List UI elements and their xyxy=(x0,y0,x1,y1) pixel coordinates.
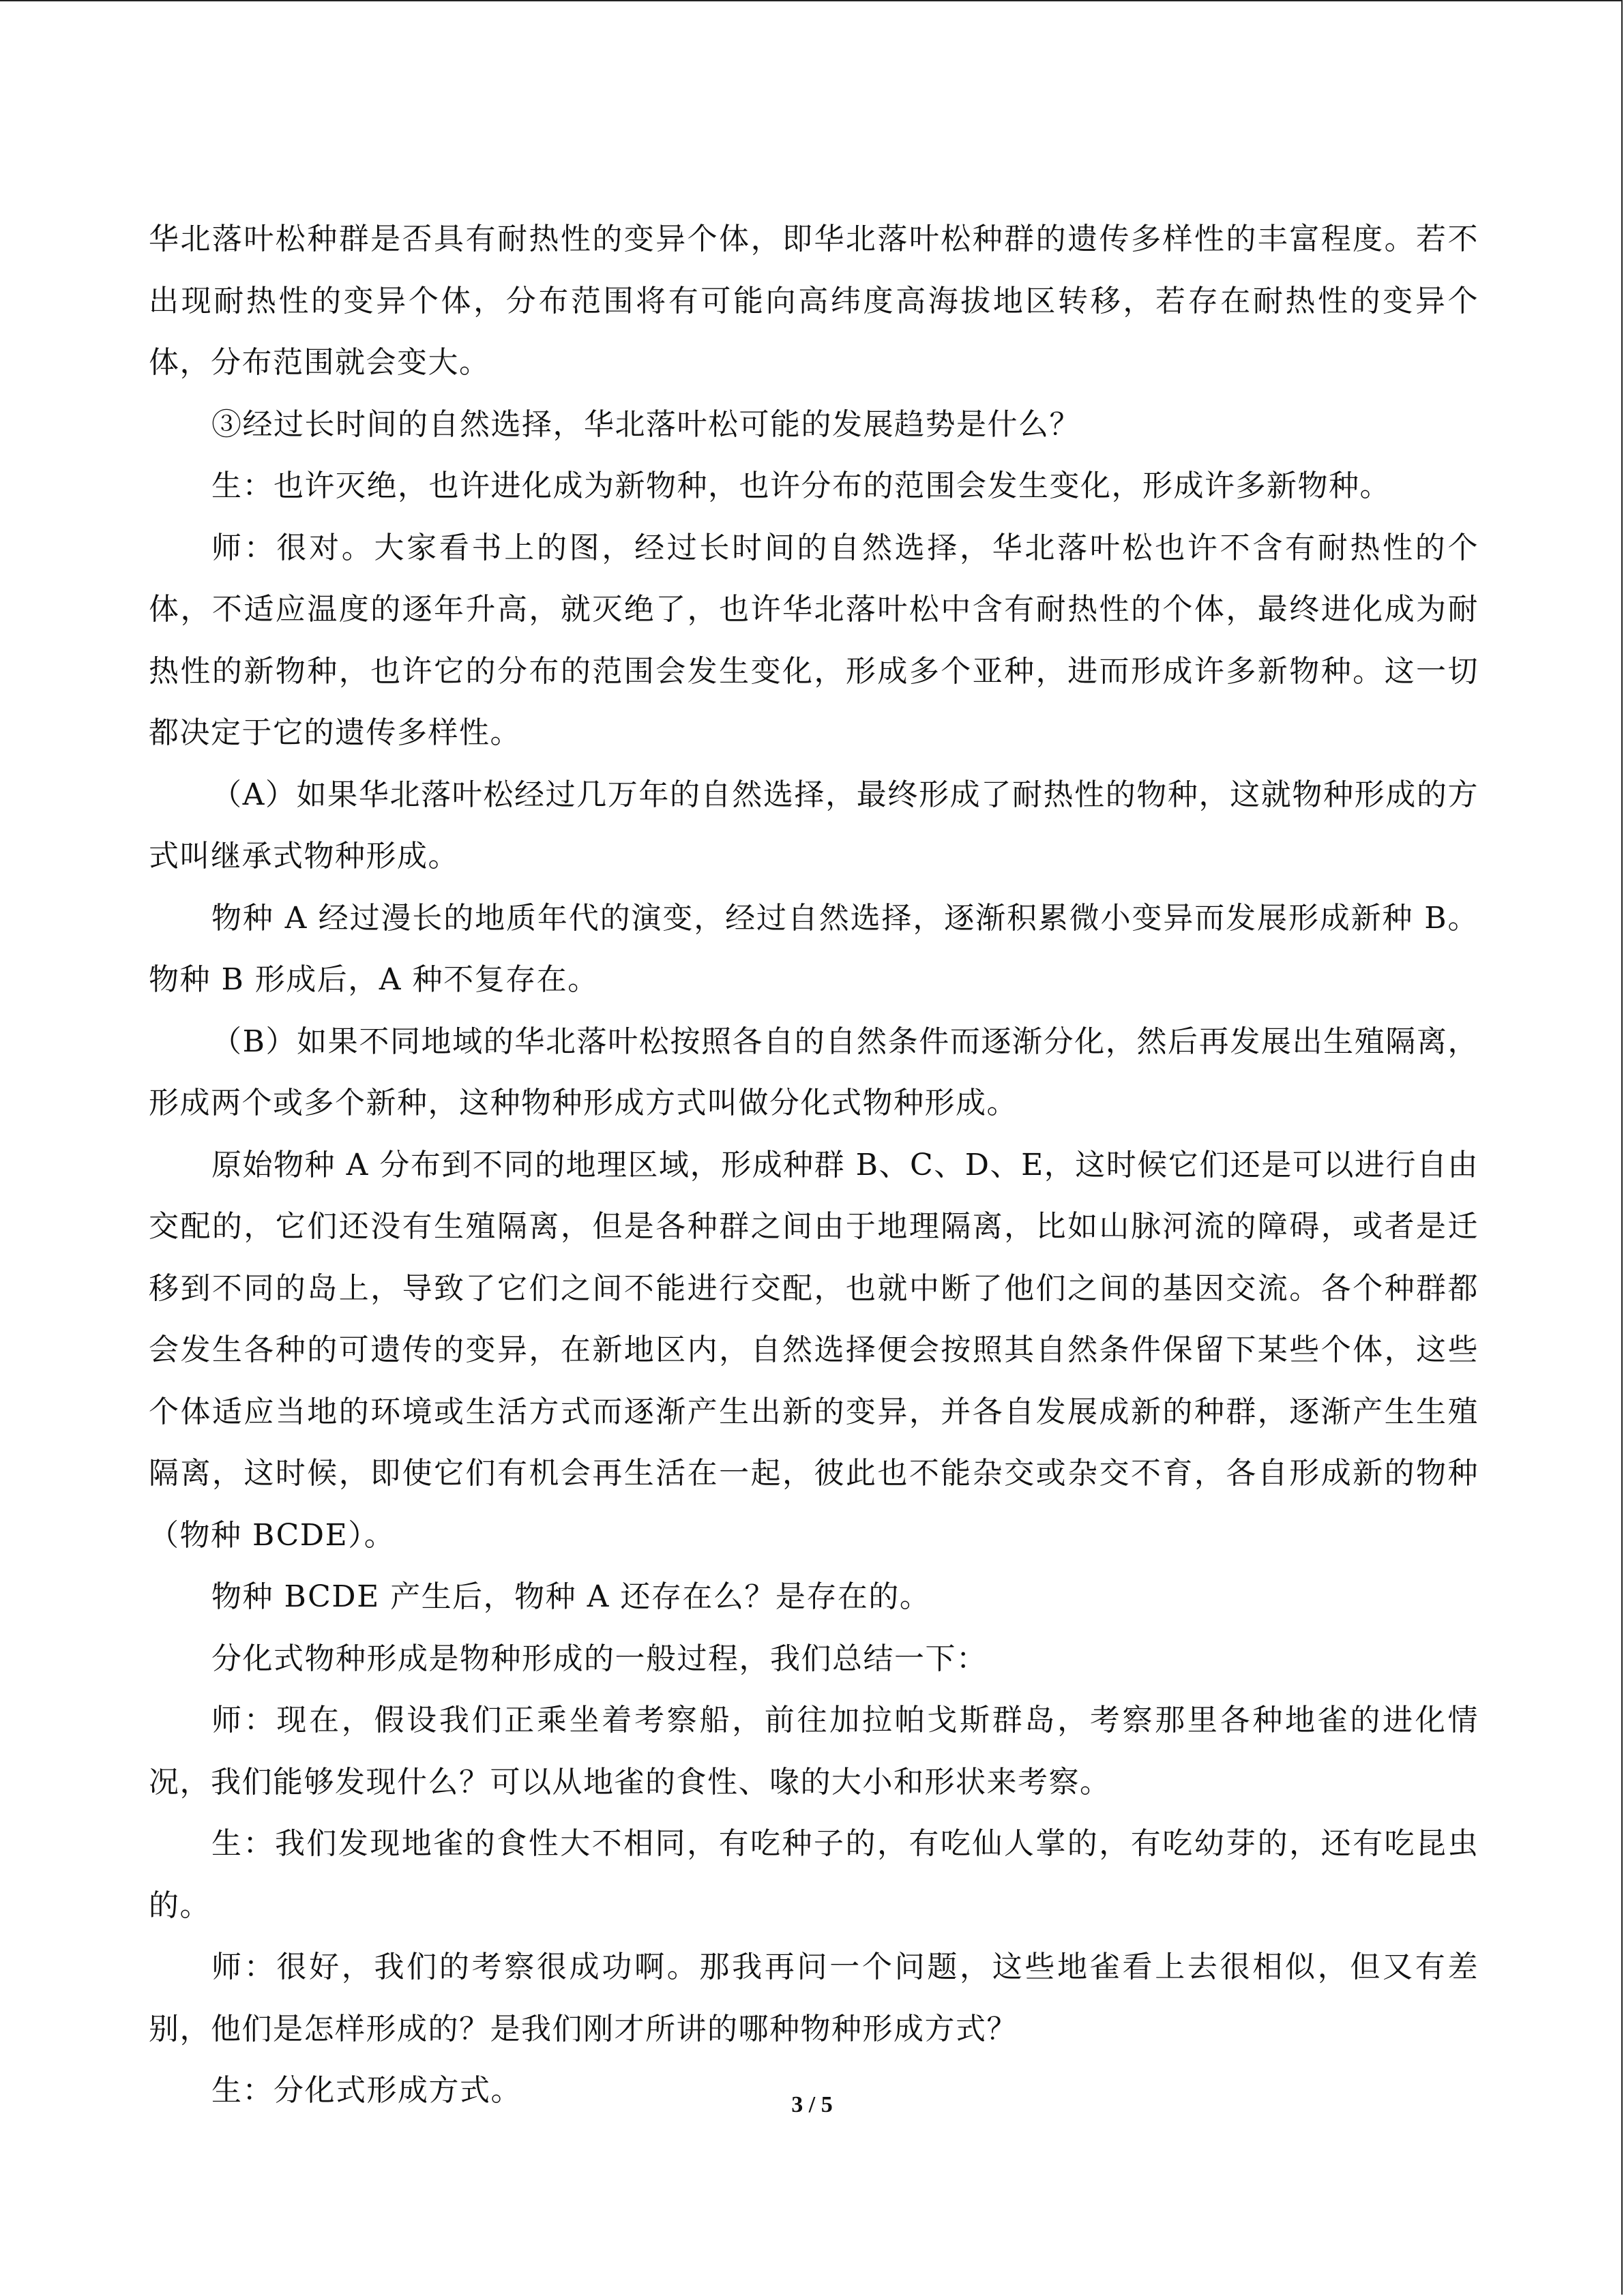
paragraph-1: 华北落叶松种群是否具有耐热性的变异个体，即华北落叶松种群的遗传多样性的丰富程度。若不出现耐热性的变异个体，分布范围将有可能向高纬度高海拔地区转移，若存在耐热性的变异个体，分布范围就会变大。 xyxy=(149,222,1479,380)
paragraph-9: 物种 BCDE 产生后，物种 A 还存在么？是存在的。 xyxy=(211,1579,931,1614)
paragraph-10: 分化式物种形成是物种形成的一般过程，我们总结一下： xyxy=(211,1641,988,1676)
paragraph-3: 生：也许灭绝，也许进化成为新物种，也许分布的范围会发生变化，形成许多新物种。 xyxy=(211,468,1391,503)
paragraph-13: 师：很好，我们的考察很成功啊。那我再问一个问题，这些地雀看上去很相似，但又有差别，他们是怎样形成的？是我们刚才所讲的哪种物种形成方式？ xyxy=(149,1950,1479,2046)
paragraph-8: 原始物种 A 分布到不同的地理区域，形成种群 B、C、D、E，这时候它们还是可以进行自由交配的，它们还没有生殖隔离，但是各种群之间由于地理隔离，比如山脉河流的障碍，或者是迁移到不同的岛上，导致了它们之间不能进行交配，也就中断了他们之间的基因交流。各个种群都会发生各种的可遗传的变异，在新地区内，自然选择便会按照其自然条件保留下某些个体，这些个体适应当地的环境或生活方式而逐渐产生出新的变异，并各自发展成新的种群，逐渐产生生殖隔离，这时候，即使它们有机会再生活在一起，彼此也不能杂交或杂交不育，各自形成新的物种（物种 BCDE）。 xyxy=(149,1147,1479,1553)
document-body xyxy=(149,209,1479,2122)
paragraph-5: （A）如果华北落叶松经过几万年的自然选择，最终形成了耐热性的物种，这就物种形成的方式叫继承式物种形成。 xyxy=(149,777,1479,874)
paragraph-11: 师：现在，假设我们正乘坐着考察船，前往加拉帕戈斯群岛，考察那里各种地雀的进化情况，我们能够发现什么？可以从地雀的食性、喙的大小和形状来考察。 xyxy=(149,1703,1479,1800)
paragraph-6: 物种 A 经过漫长的地质年代的演变，经过自然选择，逐渐积累微小变异而发展形成新种 B。物种 B 形成后，A 种不复存在。 xyxy=(149,900,1479,997)
paragraph-14: 生：分化式形成方式。 xyxy=(211,2073,522,2108)
paragraph-12: 生：我们发现地雀的食性大不相同，有吃种子的，有吃仙人掌的，有吃幼芽的，还有吃昆虫的。 xyxy=(149,1826,1479,1923)
paragraph-4: 师：很对。大家看书上的图，经过长时间的自然选择，华北落叶松也许不含有耐热性的个体，不适应温度的逐年升高，就灭绝了，也许华北落叶松中含有耐热性的个体，最终进化成为耐热性的新物种，也许它的分布的范围会发生变化，形成多个亚种，进而形成许多新物种。这一切都决定于它的遗传多样性。 xyxy=(149,530,1479,750)
page-number: 3 / 5 xyxy=(791,2092,833,2117)
paragraph-7: （B）如果不同地域的华北落叶松按照各自的自然条件而逐渐分化，然后再发展出生殖隔离，形成两个或多个新种，这种物种形成方式叫做分化式物种形成。 xyxy=(149,1024,1479,1120)
paragraph-2: ③经过长时间的自然选择，华北落叶松可能的发展趋势是什么？ xyxy=(211,406,1080,442)
